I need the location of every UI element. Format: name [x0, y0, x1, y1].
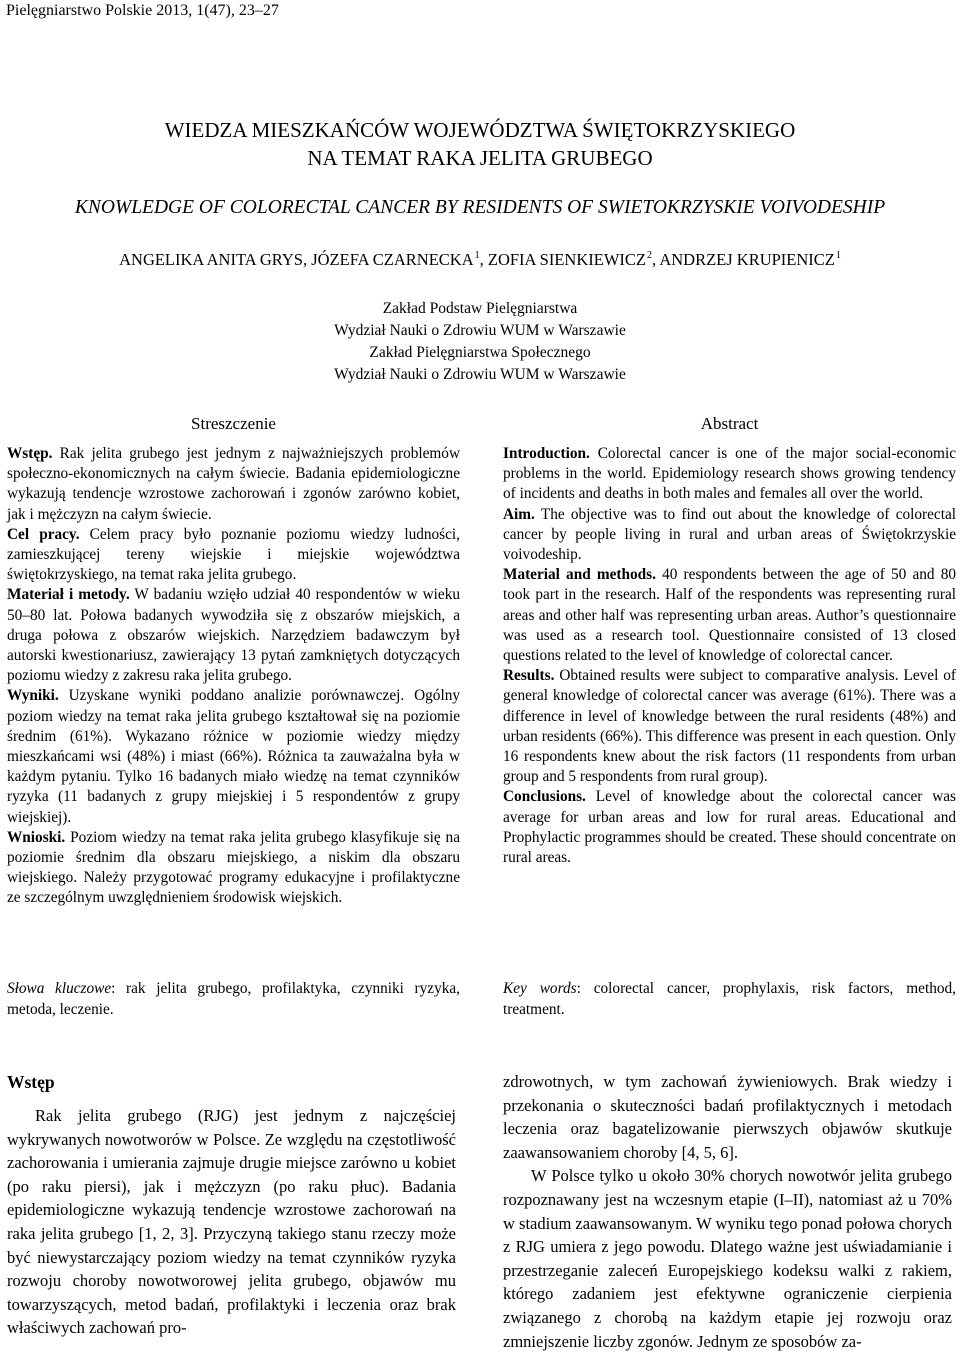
affiliations	[0, 298, 960, 386]
abstract-heading: Abstract	[700, 414, 759, 433]
paragraph-text: Rak jelita grubego jest jednym z najważniejszych problemów społeczno-ekonomicznych na całym świecie. Badania epidemiologiczne wykazują tendencje wzrostowe zachorowań i zgonów zarówno kobiet, jak i mężczyzn na całym świecie.	[7, 445, 460, 523]
paragraph-text: Uzyskane wyniki poddano analizie porównawczej. Ogólny poziom wiedzy na temat raka jelita grubego kształtował się na poziomie średnim (61%). Wykazano różnice w poziomie wiedzy między mieszkańcami wsi (48%) i miast (66%). Różnica ta zauważalna była w każdym pytaniu. Tylko 16 badanych miało wiedzę na temat czynników ryzyka (11 badanych z grupy miejskiej i 5 respondentów z grupy wiejskiej).	[7, 687, 460, 826]
abstract-paragraph	[503, 565, 956, 666]
paragraph-label: Introduction.	[503, 445, 590, 462]
streszczenie-body	[7, 444, 460, 909]
paragraph-label: Wstęp.	[7, 445, 53, 462]
streszczenie-paragraph	[7, 585, 460, 686]
body-column-left	[7, 1070, 456, 1340]
paragraph-label: Material and methods.	[503, 566, 656, 584]
streszczenie-heading: Streszczenie	[191, 414, 276, 433]
paragraph-label: Wnioski.	[7, 828, 66, 846]
streszczenie-paragraph	[7, 686, 460, 827]
authors	[0, 250, 960, 270]
affiliation-line: Wydział Nauki o Zdrowiu WUM w Warszawie	[334, 366, 626, 383]
streszczenie-paragraph	[7, 444, 460, 525]
body-paragraph: W Polsce tylko u około 30% chorych nowotwór jelita grubego rozpoznawany jest na wczesnym etapie (I–II), natomiast aż u 70% w stadium zaawansowanym. W wyniku tego ponad połowa chorych z RJG umiera z jego powodu. Dlatego ważne jest uświadamianie i przestrzeganie zaleceń Europejskiego kodeksu walki z rakiem, którego zadaniem jest efektywne ograniczenie cierpienia związanego z chorobą na każdym etapie jej rozwoju oraz zmniejszenie liczby zgonów. Jednym ze sposobów za-	[503, 1166, 952, 1351]
english-title: KNOWLEDGE OF COLORECTAL CANCER BY RESIDENTS OF SWIETOKRZYSKIE VOIVODESHIP	[74, 197, 886, 218]
paragraph-label: Cel pracy.	[7, 525, 80, 543]
polish-keywords	[7, 979, 460, 1020]
paragraph-label: Results.	[503, 667, 555, 685]
article-title	[0, 116, 960, 172]
running-head: Pielęgniarstwo Polskie 2013, 1(47), 23–27	[6, 2, 279, 19]
abstract-paragraph	[503, 787, 956, 868]
paragraph-text: Level of knowledge about the colorectal cancer was average for urban areas and low for rural areas. Educational and Prophylactic programmes should be created. These should concentrate on rural areas.	[503, 788, 956, 867]
streszczenie-column	[7, 414, 460, 909]
title-line-1: WIEDZA MIESZKAŃCÓW WOJEWÓDZTWA ŚWIĘTOKRZYSKIEGO	[164, 118, 796, 142]
affiliation-line: Zakład Pielęgniarstwa Społecznego	[369, 344, 591, 361]
streszczenie-paragraph	[7, 828, 460, 909]
paragraph-label: Aim.	[503, 505, 535, 523]
author-name: ANGELIKA ANITA GRYS,	[119, 250, 308, 269]
affiliation-line: Zakład Podstaw Pielęgniarstwa	[382, 300, 578, 317]
abstract-paragraph	[503, 505, 956, 566]
paragraph-text: Poziom wiedzy na temat raka jelita grubego klasyfikuje się na poziomie średnim dla obszaru miejskiego, a niskim dla obszaru wiejskiego. Należy przygotować programy edukacyjne i profilaktyczne ze szczególnym uwzględnieniem środowisk wiejskich.	[7, 828, 460, 907]
abstract-paragraph	[503, 444, 956, 505]
streszczenie-paragraph	[7, 525, 460, 586]
keywords-label: Słowa kluczowe	[7, 980, 112, 997]
author-name: , ANDRZEJ KRUPIENICZ	[652, 250, 835, 269]
affiliation-line: Wydział Nauki o Zdrowiu WUM w Warszawie	[334, 322, 626, 339]
keywords-text: : colorectal cancer, prophylaxis, risk factors, method, treatment.	[503, 980, 956, 1018]
abstract-paragraph	[503, 666, 956, 787]
keywords-text: : rak jelita grubego, profilaktyka, czynniki ryzyka, metoda, leczenie.	[7, 980, 460, 1018]
section-heading: Wstęp	[7, 1072, 55, 1092]
paragraph-label: Wyniki.	[7, 687, 59, 705]
author-affiliation-mark: 1	[474, 250, 480, 261]
abstract-body	[503, 444, 956, 868]
body-paragraph: zdrowotnych, w tym zachowań żywieniowych. Brak wiedzy i przekonania o skuteczności badań profilaktycznych i metodach leczenia oraz bagatelizowanie pierwszych objawów skutkuje zaawansowaniem choroby [4, 5, 6].	[503, 1072, 952, 1162]
paragraph-text: Colorectal cancer is one of the major social-economic problems in the world. Epidemiology research shows growing tendency of incidents and deaths in both males and females all over the world.	[503, 445, 956, 503]
abstract-column	[503, 414, 956, 868]
author-name: JÓZEFA CZARNECKA	[311, 250, 474, 269]
author-affiliation-mark: 2	[647, 250, 652, 261]
paragraph-text: Obtained results were subject to comparative analysis. Level of general knowledge of colorectal cancer was average (61%). There was a difference in level of knowledge between the rural residents (48%) and urban residents (66%). This difference was present in each question. Only 16 respondents knew about the risk factors (11 respondents from urban group and 5 respondents from rural group).	[503, 667, 956, 786]
paragraph-text: 40 respondents between the age of 50 and 80 took part in the research. Half of the respondents was representing rural areas and other half was representing urban areas. Author’s questionnaire was used as a research tool. Questionnaire consisted of 13 closed questions related to the level of knowledge of colorectal cancer.	[503, 566, 956, 665]
author-affiliation-mark: 1	[835, 250, 841, 261]
body-column-right	[503, 1070, 952, 1353]
keywords-label: Key words	[503, 980, 577, 997]
paragraph-label: Conclusions.	[503, 788, 586, 806]
title-line-2: NA TEMAT RAKA JELITA GRUBEGO	[307, 146, 653, 170]
author-name: , ZOFIA SIENKIEWICZ	[479, 250, 646, 269]
english-keywords	[503, 979, 956, 1020]
paragraph-text: The objective was to find out about the knowledge of colorectal cancer by people living in rural and urban areas of Świętokrzyskie voivodeship.	[503, 505, 956, 564]
paragraph-text: W badaniu wzięło udział 40 respondentów w wieku 50–80 lat. Połowa badanych wywodziła się z obszarów miejskich, a druga połowa z obszarów wiejskich. Narzędziem badawczym był autorski kwestionariusz, zawierający 13 pytań zamkniętych dotyczących poziomu wiedzy z zakresu raka jelita grubego.	[7, 586, 460, 685]
paragraph-text: Celem pracy było poznanie poziomu wiedzy ludności, zamieszkującej tereny wiejskie i miejskie województwa świętokrzyskiego, na temat raka jelita grubego.	[7, 525, 460, 584]
paragraph-label: Materiał i metody.	[7, 586, 130, 604]
body-paragraph: Rak jelita grubego (RJG) jest jednym z najczęściej wykrywanych nowotworów w Polsce. Ze względu na częstotliwość zachorowania i umierania zajmuje drugie miejsce zarówno u kobiet (po raku piersi), jak i mężczyzn (po raku płuc). Badania epidemiologiczne wykazują tendencje wzrostowe zachorowań na raka jelita grubego [1, 2, 3]. Przyczyną takiego stanu rzeczy może być niewystarczający poziom wiedzy na temat czynników ryzyka rozwoju choroby nowotworowej jelita grubego, objawów mu towarzyszących, metod badań, profilaktyki i leczenia oraz brak właściwych zachowań pro-	[7, 1106, 456, 1338]
